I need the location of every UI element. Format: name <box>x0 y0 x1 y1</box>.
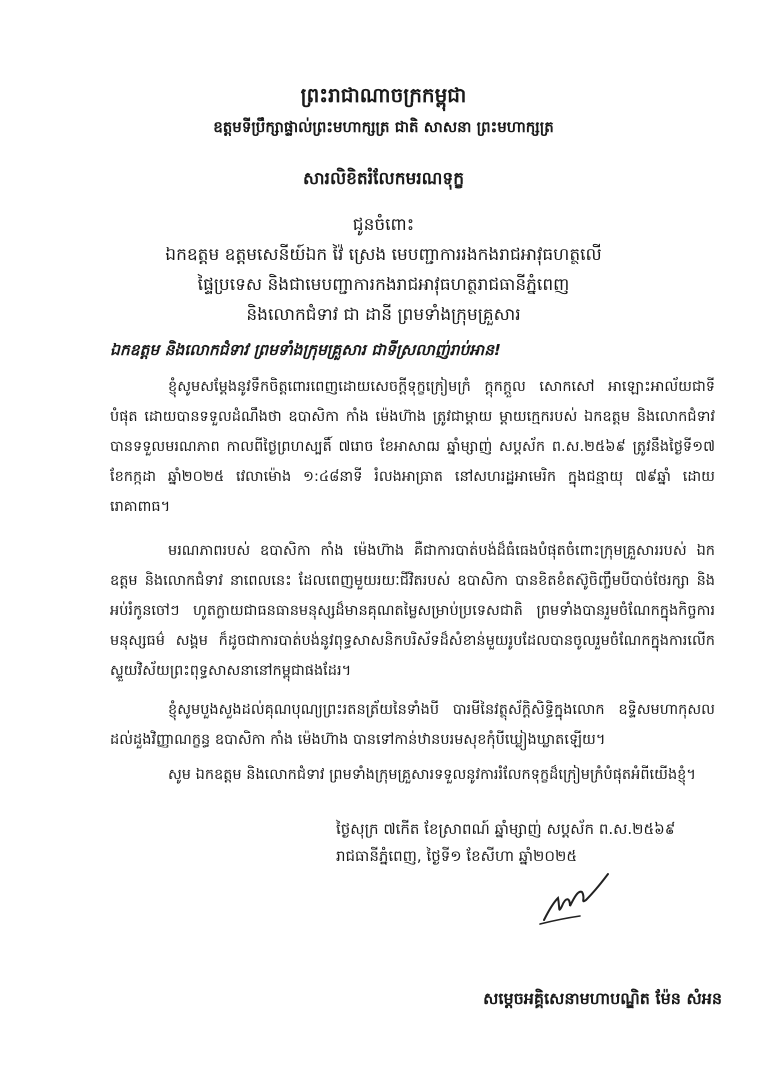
salutation: ឯកឧត្តម និងលោកជំទាវ ព្រមទាំងក្រុមគ្រួសារ ជាទីស្រលាញ់រាប់អាន! <box>110 341 502 359</box>
kingdom-heading: ព្រះរាជាណាចក្រកម្ពុជា <box>300 83 467 107</box>
solar-date: រាជធានីភ្នំពេញ, ថ្ងៃទី១ ខែសីហា ឆ្នាំ២០២៥ <box>336 847 577 865</box>
address-block <box>60 210 707 330</box>
paragraph-4: សូម ឯកឧត្តម និងលោកជំទាវ ព្រមទាំងក្រុមគ្រួសារទទួលនូវការរំលែកទុក្ខដ៏ក្រៀមក្រំបំផុតអំពីយើងខ្ញុំ។ <box>168 767 696 783</box>
date-block <box>0 816 767 870</box>
lunar-date: ថ្ងៃសុក្រ ៧កើត ខែស្រាពណ៍ ឆ្នាំម្សាញ់ សប្តស័ក ព.ស.២៥៦៩ <box>336 820 676 838</box>
paragraph-1: ខ្ញុំសូមសម្តែងនូវទឹកចិត្តពោរពេញដោយសេចក្តីទុក្ខក្រៀមក្រំ ក្តុកក្តួល សោកសៅ អាឡោះអាល័យជាទីបំផុត ដោយបានទទួលដំណឹងថា ឧបាសិកា កាំង ម៉េងហ៊ាង ត្រូវជាម្តាយ ម្តាយក្មេករបស់ ឯកឧត្តម និងលោកជំទាវ បានទទួលមរណភាព កាលពីថ្ងៃព្រហស្បតិ៍ ៧រោច ខែអាសាឍ ឆ្នាំម្សាញ់ សប្តស័ក ព.ស.២៥៦៩ ត្រូវនឹងថ្ងៃទី១៧ ខែកក្កដា ឆ្នាំ២០២៥ វេលាម៉ោង ១:៤៨នាទី រំលងអាធ្រាត នៅសហរដ្ឋអាមេរិក ក្នុងជន្មាយុ ៧៩ឆ្នាំ ដោយរោគាពាធ។ <box>110 379 715 515</box>
signer-name: សម្តេចអគ្គិសេនាមហាបណ្ឌិត ម៉ែន សំអន <box>483 989 722 1008</box>
signature-mark <box>536 868 616 928</box>
letter-title: សារលិខិតរំលែកមរណទុក្ខ <box>302 169 465 189</box>
paragraph-2: មរណភាពរបស់ ឧបាសិកា កាំង ម៉េងហ៊ាង គឺជាការបាត់បង់ដ៏ធំធេងបំផុតចំពោះក្រុមគ្រួសាររបស់ ឯកឧត្តម និងលោកជំទាវ នាពេលនេះ ដែលពេញមួយរយៈជីវិតរបស់ ឧបាសិកា បានខិតខំតស៊ូចិញ្ចឹមបីបាច់ថែរក្សា និងអប់រំកូនចៅៗ ហូតក្លាយជាធនធានមនុស្សដ៏មានគុណតម្លៃសម្រាប់ប្រទេសជាតិ ព្រមទាំងបានរួមចំណែកក្នុងកិច្ចការមនុស្សធម៌ សង្គម ក៏ដូចជាការបាត់បង់នូវពុទ្ធសាសនិកបរិស័ទដ៏សំខាន់មួយរូបដែលបានចូលរួមចំណែកក្នុងការលើកស្ទួយវិស័យព្រះពុទ្ធសាសនានៅកម្ពុជាផងដែរ។ <box>110 543 715 679</box>
address-to-label: ជូនចំពោះ <box>352 215 415 235</box>
motto-line: ឧត្តមទីប្រឹក្សាផ្ទាល់ព្រះមហាក្សត្រ ជាតិ សាសនា ព្រះមហាក្សត្រ <box>213 118 554 136</box>
address-line-3: និងលោកជំទាវ ជា ដានី ព្រមទាំងក្រុមគ្រួសារ <box>246 305 521 325</box>
paragraph-3: ខ្ញុំសូមបួងសួងដល់គុណបុណ្យព្រះរតនត្រ័យនៃទាំងបី បារមីនៃវត្ថុស័ក្តិសិទ្ធិក្នុងលោក ឧទ្ទិសមហាកុសល ដល់ដួងវិញ្ញាណក្ខន្ធ ឧបាសិកា កាំង ម៉េងហ៊ាង បានទៅកាន់ឋានបរមសុខកុំបីឃ្លៀងឃ្លាតឡើយ។ <box>110 702 715 748</box>
address-line-1: ឯកឧត្តម ឧត្តមសេនីយ៍ឯក វ៉ៃ ស្រេង មេបញ្ជាការរងកងរាជអាវុធហត្ថលើ <box>165 245 602 265</box>
address-line-2: ផ្ទៃប្រទេស និងជាមេបញ្ជាការកងរាជអាវុធហត្ថរាជធានីភ្នំពេញ <box>197 275 570 295</box>
